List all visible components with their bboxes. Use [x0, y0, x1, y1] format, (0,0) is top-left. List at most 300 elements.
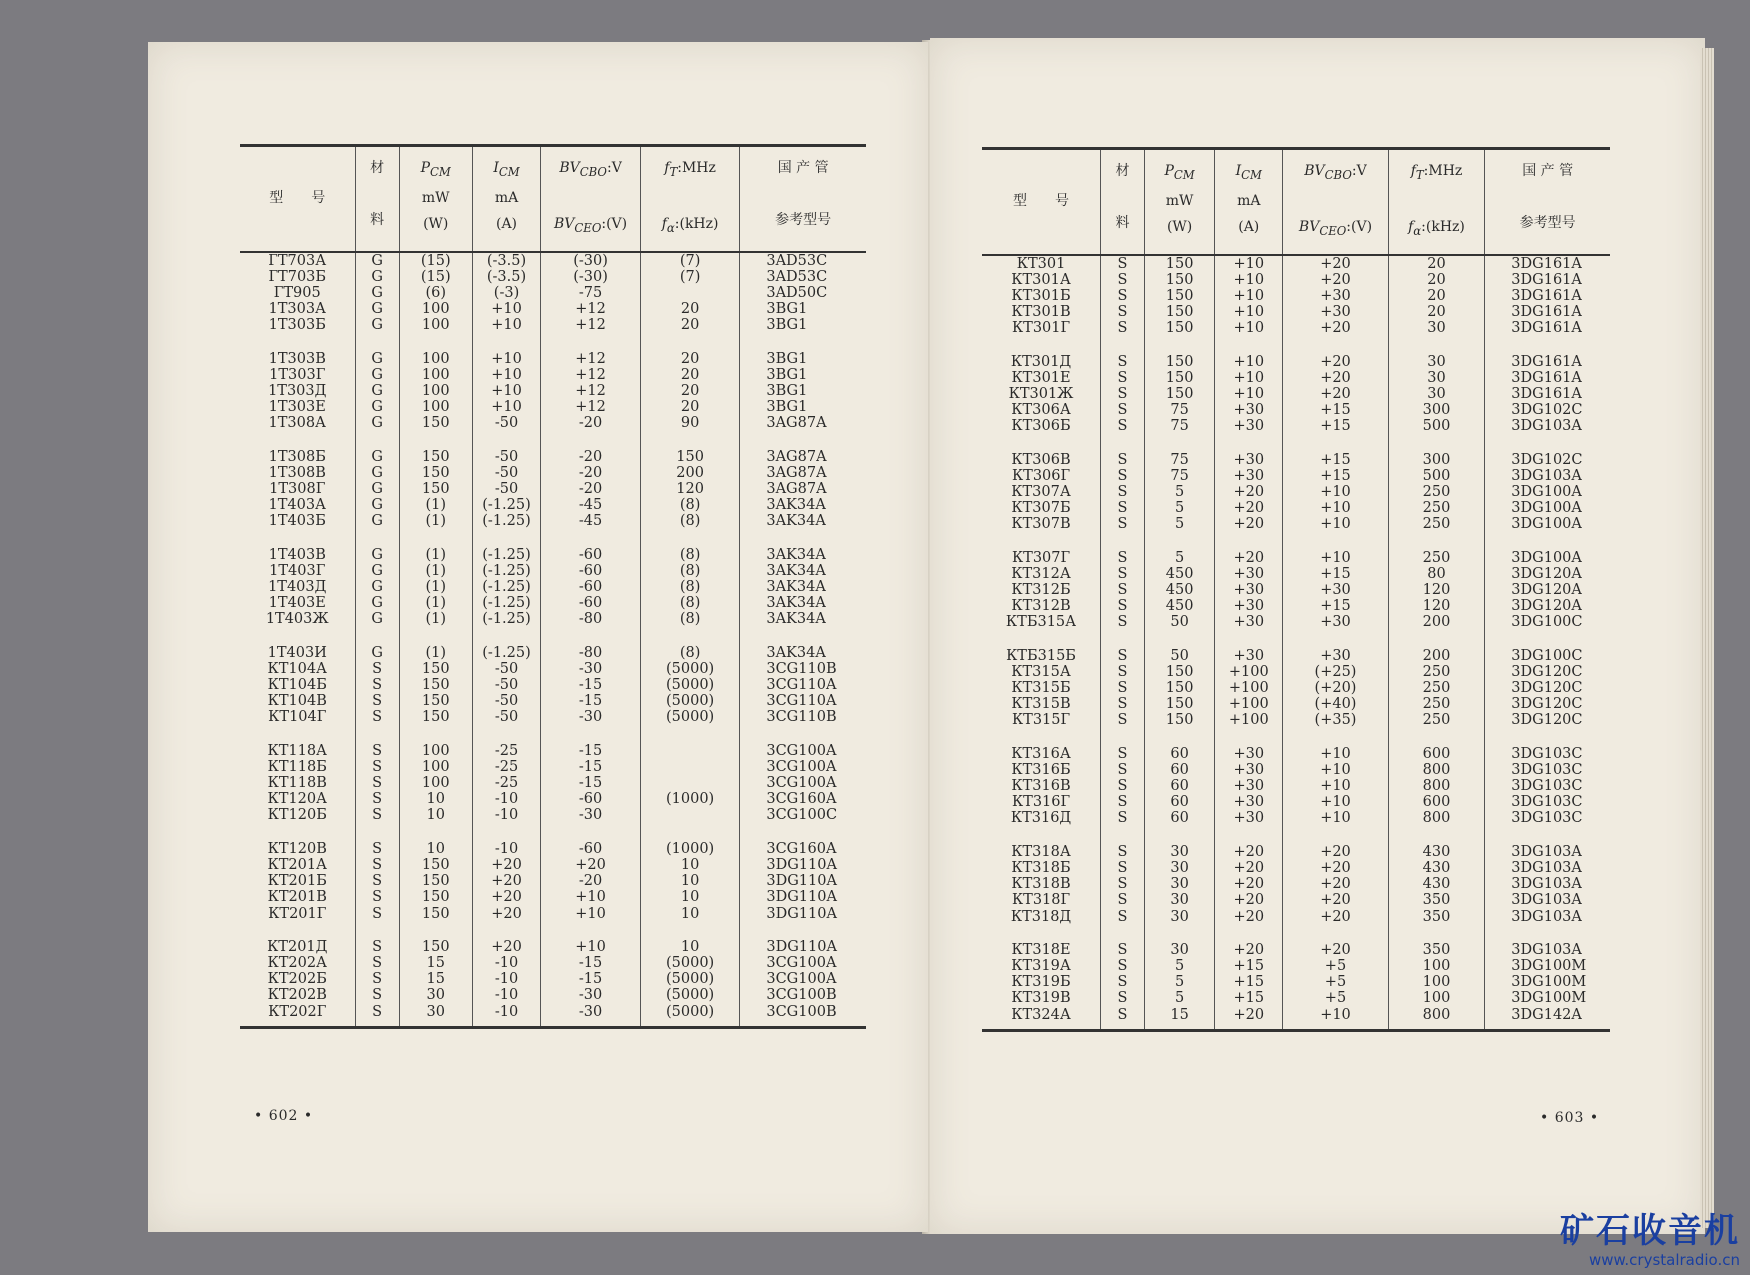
cell-reference: 3DG103C: [1485, 810, 1610, 826]
cell-reference: 3BG1: [740, 383, 866, 399]
cell-reference: 3AG87A: [740, 465, 866, 481]
cell-icm: +30: [1215, 810, 1283, 826]
table-header: [982, 149, 1610, 255]
cell-model: 1Т308Г: [269, 481, 326, 498]
table-row: [982, 664, 1610, 680]
cell-icm: +30: [1215, 762, 1283, 778]
spacer-cell: [472, 824, 541, 841]
cell-material: G: [355, 611, 399, 627]
group-spacer: [240, 432, 866, 449]
cell-pcm: 150: [1144, 680, 1214, 696]
cell-frequency: (8): [640, 645, 740, 661]
cell-material: S: [1101, 712, 1145, 728]
cell-bv: +15: [1283, 418, 1388, 434]
cell-icm: +100: [1215, 696, 1283, 712]
table-row: [240, 661, 866, 677]
cell-reference: 3CG100A: [740, 955, 866, 971]
cell-bv: -30: [541, 987, 641, 1003]
cell-frequency: 30: [1388, 370, 1485, 386]
cell-model: КТ301Д: [1010, 353, 1072, 370]
cell-material: S: [355, 906, 399, 922]
cell-bv: +20: [1283, 942, 1388, 958]
cell-frequency: 150: [640, 449, 740, 465]
cell-pcm: 100: [399, 301, 472, 317]
spacer-cell: [1388, 729, 1485, 746]
cell-pcm: 60: [1144, 746, 1214, 762]
cell-bv: +5: [1283, 990, 1388, 1006]
cell-reference: 3DG103C: [1485, 762, 1610, 778]
spacer-cell: [1144, 925, 1214, 942]
cell-pcm: 150: [1144, 386, 1214, 402]
cell-reference: 3DG100C: [1485, 648, 1610, 664]
cell-material: S: [1101, 909, 1145, 925]
cell-bv: -20: [541, 415, 641, 431]
cell-reference: 3AD50C: [740, 285, 866, 301]
cell-pcm: 150: [1144, 696, 1214, 712]
cell-model: КТ318А: [1011, 843, 1071, 860]
cell-reference: 3DG100A: [1485, 484, 1610, 500]
cell-bv: +20: [1283, 386, 1388, 402]
spacer-cell: [1144, 631, 1214, 648]
table-row: [240, 481, 866, 497]
cell-pcm: 30: [1144, 942, 1214, 958]
cell-icm: +100: [1215, 712, 1283, 728]
cell-icm: +100: [1215, 680, 1283, 696]
cell-model: КТ301Г: [1011, 320, 1071, 337]
cell-frequency: 20: [640, 317, 740, 333]
cell-icm: +15: [1215, 958, 1283, 974]
cell-model: КТ318Д: [1010, 908, 1072, 925]
table-row: [982, 288, 1610, 304]
cell-bv: -30: [541, 1004, 641, 1028]
cell-reference: 3AK34A: [740, 645, 866, 661]
table-row: [982, 810, 1610, 826]
cell-bv: -15: [541, 971, 641, 987]
spacer-cell: [982, 435, 1101, 452]
table-row: [982, 370, 1610, 386]
group-spacer: [240, 824, 866, 841]
cell-pcm: (1): [399, 579, 472, 595]
cell-frequency: [640, 285, 740, 301]
cell-icm: +30: [1215, 778, 1283, 794]
cell-icm: -50: [472, 661, 541, 677]
table-row: [240, 889, 866, 905]
cell-reference: 3DG142A: [1485, 1007, 1610, 1031]
cell-reference: 3BG1: [740, 317, 866, 333]
cell-pcm: 5: [1144, 990, 1214, 1006]
cell-frequency: 120: [640, 481, 740, 497]
cell-material: G: [355, 351, 399, 367]
table-row: [240, 791, 866, 807]
spacer-cell: [1388, 337, 1485, 354]
cell-model: КТ104В: [267, 693, 327, 710]
cell-reference: 3DG102C: [1485, 452, 1610, 468]
cell-material: S: [1101, 452, 1145, 468]
cell-bv: +15: [1283, 402, 1388, 418]
table-row: [982, 778, 1610, 794]
table-header: [240, 146, 866, 252]
spacer-cell: [541, 334, 641, 351]
cell-bv: +12: [541, 317, 641, 333]
table-row: [240, 955, 866, 971]
cell-bv: -15: [541, 743, 641, 759]
cell-material: S: [1101, 746, 1145, 762]
cell-model: КТ104Б: [267, 677, 327, 694]
cell-pcm: 150: [399, 693, 472, 709]
cell-material: G: [355, 383, 399, 399]
cell-icm: +10: [1215, 255, 1283, 272]
cell-icm: -50: [472, 677, 541, 693]
spacer-cell: [541, 922, 641, 939]
spacer-cell: [399, 432, 472, 449]
cell-material: S: [1101, 598, 1145, 614]
cell-icm: +10: [472, 367, 541, 383]
cell-reference: 3CG110A: [740, 693, 866, 709]
cell-model: 1Т403Г: [269, 562, 326, 579]
group-spacer: [982, 827, 1610, 844]
cell-pcm: 150: [1144, 370, 1214, 386]
spacer-cell: [1144, 435, 1214, 452]
spacer-cell: [982, 729, 1101, 746]
cell-icm: -10: [472, 791, 541, 807]
cell-pcm: 5: [1144, 516, 1214, 532]
cell-icm: +10: [472, 383, 541, 399]
cell-reference: 3DG110A: [740, 939, 866, 955]
spacer-cell: [399, 530, 472, 547]
table-row: [240, 677, 866, 693]
cell-pcm: 75: [1144, 452, 1214, 468]
cell-pcm: 100: [399, 759, 472, 775]
cell-reference: 3CG160A: [740, 841, 866, 857]
cell-reference: 3DG110A: [740, 889, 866, 905]
spacer-cell: [1485, 533, 1610, 550]
cell-material: S: [1101, 860, 1145, 876]
cell-bv: (-30): [541, 252, 641, 269]
cell-pcm: 150: [399, 481, 472, 497]
cell-pcm: (1): [399, 497, 472, 513]
cell-material: S: [355, 971, 399, 987]
cell-icm: (-1.25): [472, 611, 541, 627]
cell-reference: 3DG120A: [1485, 582, 1610, 598]
cell-model: КТ201Г: [268, 905, 327, 922]
spacer-cell: [640, 432, 740, 449]
table-row: [240, 547, 866, 563]
table-row: [982, 304, 1610, 320]
cell-pcm: 150: [1144, 255, 1214, 272]
cell-frequency: 500: [1388, 418, 1485, 434]
cell-model: КТ319А: [1011, 957, 1071, 974]
cell-pcm: 150: [399, 939, 472, 955]
cell-reference: 3CG100A: [740, 743, 866, 759]
cell-model: КТ316Д: [1010, 810, 1072, 827]
table-row: [982, 648, 1610, 664]
cell-reference: 3BG1: [740, 301, 866, 317]
table-row: [240, 873, 866, 889]
cell-material: S: [1101, 320, 1145, 336]
cell-reference: 3DG161A: [1485, 370, 1610, 386]
cell-icm: -50: [472, 709, 541, 725]
cell-bv: +10: [1283, 746, 1388, 762]
cell-material: S: [1101, 500, 1145, 516]
cell-bv: -15: [541, 775, 641, 791]
spacer-cell: [1283, 533, 1388, 550]
cell-frequency: 20: [1388, 304, 1485, 320]
cell-frequency: [640, 807, 740, 823]
cell-pcm: 30: [399, 987, 472, 1003]
cell-icm: -10: [472, 1004, 541, 1028]
cell-icm: (-1.25): [472, 645, 541, 661]
cell-frequency: 10: [640, 857, 740, 873]
cell-pcm: (1): [399, 513, 472, 529]
cell-bv: +20: [1283, 320, 1388, 336]
cell-model: КТ318Е: [1011, 941, 1071, 958]
table-row: [982, 516, 1610, 532]
page-edge-stack: [1700, 48, 1714, 1228]
cell-frequency: 600: [1388, 746, 1485, 762]
cell-reference: 3AK34A: [740, 579, 866, 595]
table-row: [240, 743, 866, 759]
cell-pcm: 75: [1144, 468, 1214, 484]
table-row: [982, 550, 1610, 566]
cell-frequency: 500: [1388, 468, 1485, 484]
cell-model: КТ307Б: [1011, 500, 1071, 517]
cell-pcm: 60: [1144, 794, 1214, 810]
cell-icm: (-1.25): [472, 497, 541, 513]
cell-model: 1Т303Г: [269, 366, 326, 383]
table-row: [982, 582, 1610, 598]
cell-icm: -25: [472, 759, 541, 775]
cell-reference: 3CG100A: [740, 971, 866, 987]
transistor-table-right: [982, 147, 1610, 1032]
cell-bv: +20: [1283, 255, 1388, 272]
cell-pcm: 150: [399, 677, 472, 693]
cell-reference: 3DG103A: [1485, 876, 1610, 892]
cell-icm: +30: [1215, 746, 1283, 762]
spacer-cell: [399, 334, 472, 351]
spacer-cell: [740, 628, 866, 645]
cell-frequency: 350: [1388, 942, 1485, 958]
cell-reference: 3DG161A: [1485, 304, 1610, 320]
table-row: [982, 1007, 1610, 1031]
cell-bv: +12: [541, 351, 641, 367]
cell-model: КТ301В: [1011, 304, 1071, 321]
cell-pcm: (15): [399, 252, 472, 269]
table-row: [982, 598, 1610, 614]
table-row: [240, 1004, 866, 1028]
cell-icm: +30: [1215, 452, 1283, 468]
cell-pcm: 60: [1144, 778, 1214, 794]
table-row: [240, 465, 866, 481]
cell-pcm: 150: [399, 465, 472, 481]
cell-material: S: [1101, 402, 1145, 418]
cell-bv: -20: [541, 465, 641, 481]
cell-bv: -60: [541, 791, 641, 807]
cell-icm: -10: [472, 841, 541, 857]
cell-pcm: (1): [399, 611, 472, 627]
cell-frequency: (8): [640, 563, 740, 579]
cell-pcm: 10: [399, 807, 472, 823]
header-bv: $BV_{CBO}:V$ $BV_{CEO}:(V)$: [1283, 149, 1388, 255]
cell-icm: +20: [472, 889, 541, 905]
cell-model: КТ315В: [1011, 696, 1071, 713]
cell-bv: +15: [1283, 598, 1388, 614]
cell-material: G: [355, 317, 399, 333]
cell-frequency: 120: [1388, 598, 1485, 614]
cell-model: КТ315Б: [1011, 680, 1071, 697]
group-spacer: [240, 334, 866, 351]
cell-model: КТ118В: [267, 775, 327, 792]
cell-pcm: 75: [1144, 418, 1214, 434]
cell-pcm: 150: [399, 709, 472, 725]
cell-reference: 3DG161A: [1485, 320, 1610, 336]
table-row: [240, 906, 866, 922]
cell-material: G: [355, 481, 399, 497]
cell-model: КТБ315А: [1005, 614, 1077, 631]
cell-model: КТ301: [1016, 255, 1066, 272]
cell-bv: -20: [541, 481, 641, 497]
spacer-cell: [982, 925, 1101, 942]
cell-frequency: (1000): [640, 841, 740, 857]
cell-icm: (-3.5): [472, 269, 541, 285]
header-material: 材 料: [355, 146, 399, 252]
cell-frequency: (7): [640, 269, 740, 285]
cell-frequency: 250: [1388, 516, 1485, 532]
cell-material: S: [355, 677, 399, 693]
cell-bv: -30: [541, 807, 641, 823]
cell-material: S: [1101, 468, 1145, 484]
spacer-cell: [355, 922, 399, 939]
cell-model: КТ104А: [267, 660, 328, 677]
spacer-cell: [1215, 435, 1283, 452]
cell-icm: -25: [472, 775, 541, 791]
page-number-right: • 603 •: [1540, 1110, 1600, 1126]
spacer-cell: [472, 922, 541, 939]
table-row: [240, 775, 866, 791]
cell-bv: +30: [1283, 648, 1388, 664]
cell-material: S: [355, 807, 399, 823]
table-row: [240, 497, 866, 513]
cell-material: S: [1101, 844, 1145, 860]
spacer-cell: [1215, 631, 1283, 648]
cell-bv: -80: [541, 645, 641, 661]
cell-icm: +30: [1215, 566, 1283, 582]
spacer-cell: [355, 628, 399, 645]
cell-model: КТ318Г: [1011, 892, 1071, 909]
table-row: [240, 971, 866, 987]
table-row: [240, 939, 866, 955]
table-row: [240, 269, 866, 285]
cell-icm: +10: [1215, 370, 1283, 386]
spacer-cell: [1388, 631, 1485, 648]
cell-material: S: [1101, 990, 1145, 1006]
cell-model: ГТ703Б: [268, 268, 327, 285]
cell-icm: (-1.25): [472, 563, 541, 579]
cell-icm: +15: [1215, 990, 1283, 1006]
spacer-cell: [982, 631, 1101, 648]
spacer-cell: [541, 530, 641, 547]
spacer-cell: [1101, 925, 1145, 942]
spacer-cell: [541, 726, 641, 743]
cell-pcm: 150: [1144, 664, 1214, 680]
cell-model: 1Т303Д: [268, 383, 327, 400]
cell-bv: +12: [541, 301, 641, 317]
cell-reference: 3AK34A: [740, 611, 866, 627]
cell-frequency: 100: [1388, 990, 1485, 1006]
cell-model: КТ316А: [1011, 745, 1071, 762]
cell-frequency: (5000): [640, 971, 740, 987]
cell-reference: 3CG110B: [740, 661, 866, 677]
table-row: [982, 876, 1610, 892]
spacer-cell: [640, 824, 740, 841]
header-frequency: $f_T:MHz$ $f_\alpha:(kHz)$: [640, 146, 740, 252]
cell-pcm: 30: [1144, 892, 1214, 908]
group-spacer: [982, 631, 1610, 648]
spacer-cell: [1283, 827, 1388, 844]
cell-material: G: [355, 367, 399, 383]
cell-reference: 3BG1: [740, 351, 866, 367]
spacer-cell: [640, 530, 740, 547]
cell-bv: +10: [1283, 762, 1388, 778]
cell-icm: -50: [472, 693, 541, 709]
cell-pcm: 450: [1144, 582, 1214, 598]
cell-frequency: 800: [1388, 778, 1485, 794]
cell-pcm: 100: [399, 775, 472, 791]
table-row: [240, 563, 866, 579]
cell-frequency: 200: [1388, 614, 1485, 630]
cell-material: S: [355, 873, 399, 889]
cell-reference: 3DG120C: [1485, 696, 1610, 712]
cell-pcm: 30: [399, 1004, 472, 1028]
table-row: [240, 759, 866, 775]
cell-icm: +30: [1215, 614, 1283, 630]
spacer-cell: [740, 432, 866, 449]
cell-bv: -30: [541, 661, 641, 677]
table-row: [240, 709, 866, 725]
cell-icm: +20: [1215, 516, 1283, 532]
spacer-cell: [1485, 827, 1610, 844]
cell-icm: +20: [1215, 500, 1283, 516]
cell-bv: +30: [1283, 614, 1388, 630]
spacer-cell: [472, 432, 541, 449]
cell-model: КТ301А: [1011, 271, 1071, 288]
cell-model: 1Т308А: [268, 415, 327, 432]
table-row: [982, 418, 1610, 434]
cell-material: G: [355, 415, 399, 431]
cell-bv: -30: [541, 709, 641, 725]
cell-icm: +30: [1215, 418, 1283, 434]
cell-frequency: 20: [640, 367, 740, 383]
cell-model: КТ202Б: [267, 971, 327, 988]
spacer-cell: [1485, 925, 1610, 942]
cell-reference: 3AG87A: [740, 449, 866, 465]
cell-frequency: 350: [1388, 909, 1485, 925]
spacer-cell: [1215, 729, 1283, 746]
group-spacer: [240, 922, 866, 939]
cell-icm: +20: [1215, 860, 1283, 876]
spacer-cell: [355, 432, 399, 449]
cell-bv: -15: [541, 955, 641, 971]
spacer-cell: [1283, 925, 1388, 942]
cell-reference: 3DG120A: [1485, 598, 1610, 614]
cell-material: S: [355, 661, 399, 677]
spacer-cell: [1144, 827, 1214, 844]
header-pcm: $P_{CM}$ mW (W): [399, 146, 472, 252]
cell-frequency: 200: [1388, 648, 1485, 664]
cell-icm: +100: [1215, 664, 1283, 680]
group-spacer: [240, 726, 866, 743]
cell-bv: +20: [1283, 844, 1388, 860]
cell-reference: 3DG103C: [1485, 778, 1610, 794]
